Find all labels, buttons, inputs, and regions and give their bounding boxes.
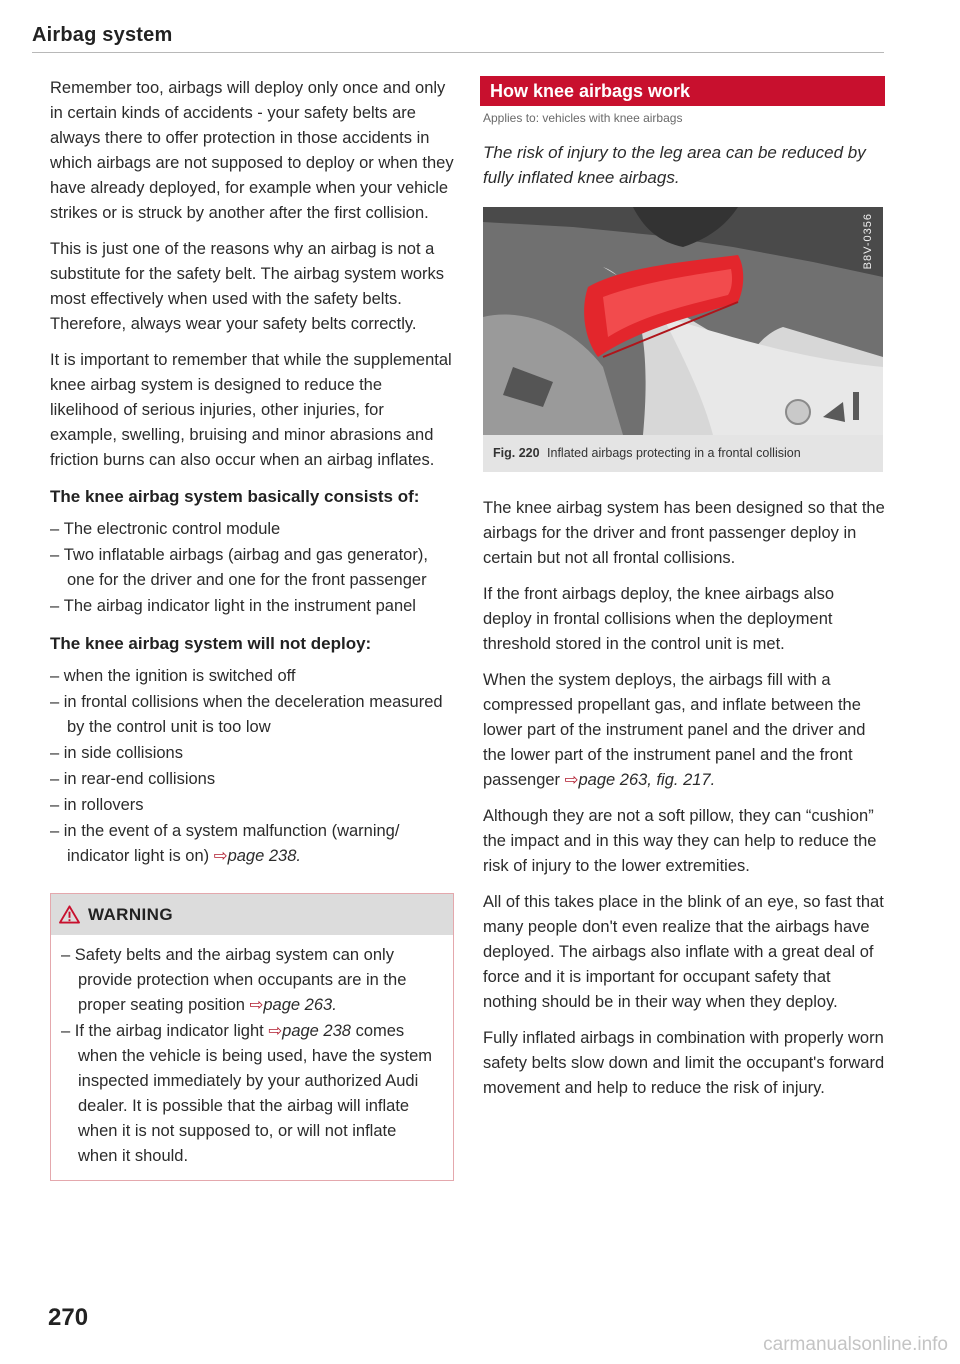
consists-heading: The knee airbag system basically consists of: [50,487,420,506]
warning-box [50,893,454,1181]
left-column [50,76,454,1181]
list-item: – The electronic control module [50,517,454,542]
list-item [61,943,439,1018]
page-reference-link[interactable]: page 263, fig. 217. [578,771,716,789]
page-reference-arrow-icon: ⇨ [213,847,228,865]
left-paragraph-3: It is important to remember that while the supplemental knee airbag system is designed to reduce the likelihood of serious injuries, other injuries, for example, swelling, bruising and minor abrasions and friction burns can also occur when an airbag inflates. [50,351,452,469]
list-item: – in frontal collisions when the deceleration measured by the control unit is too low [50,690,454,740]
figure-image [483,207,883,435]
page-reference-link[interactable]: page 263. [263,996,337,1014]
page-reference-link[interactable]: page 238 [282,1022,351,1040]
list-item [61,1019,439,1169]
list-item: – in rollovers [50,793,454,818]
page-reference-arrow-icon: ⇨ [249,996,264,1014]
warning-label: WARNING [88,905,173,924]
warning-body [51,935,453,1180]
knee-airbag-illustration [483,207,883,435]
right-paragraph-3-text: When the system deploys, the airbags fill with a compressed propellant gas, and inflate between the lower part of the instrument panel and the driver and the lower part of the instrument panel and the front passenger [483,671,866,789]
right-column [483,76,885,1112]
section-title: How knee airbags work [480,76,885,106]
left-paragraph-1: Remember too, airbags will deploy only once and only in certain kinds of accidents - your safety belts are always there to offer protection in those accidents in which airbags are not supposed to deploy or when they have already deployed, for example when your vehicle strikes or is struck by another after the first collision. [50,79,454,222]
list-item [50,819,454,869]
right-paragraph-3 [483,668,885,793]
applies-to-note: Applies to: vehicles with knee airbags [483,111,683,125]
right-paragraph-1: The knee airbag system has been designed so that the airbags for the driver and front passenger deploy in certain but not all frontal collisions. [483,499,885,567]
list-item-text: in the event of a system malfunction (warning/ indicator light is on) [63,822,400,865]
consists-list [50,517,454,619]
watermark: carmanualsonline.info [763,1334,948,1355]
right-paragraph-5: All of this takes place in the blink of an eye, so fast that many people don't even realize that the airbags have deployed. The airbags also inflate with a great deal of force and it is important for occupant safety that nothing should be in their way when they deploy. [483,893,884,1011]
list-item: – when the ignition is switched off [50,664,454,689]
warning-item-text: Safety belts and the airbag system can only provide protection when occupants are in the proper seating position [74,946,407,1014]
right-paragraph-2: If the front airbags deploy, the knee airbags also deploy in frontal collisions when the deployment threshold stored in the control unit is met. [483,585,834,653]
page-reference-link[interactable]: page 238. [227,847,301,865]
figure-caption [483,435,883,472]
figure-id: B8V-0356 [862,213,874,270]
list-item: – in rear-end collisions [50,767,454,792]
section-intro: The risk of injury to the leg area can be reduced by fully inflated knee airbags. [483,143,866,187]
list-item: – Two inflatable airbags (airbag and gas generator), one for the driver and one for the front passenger [50,543,454,593]
page-header-title: Airbag system [32,24,173,46]
right-paragraph-4: Although they are not a soft pillow, they can “cushion” the impact and in this way they can help to reduce the risk of injury to the lower extremities. [483,807,877,875]
page-number: 270 [48,1304,89,1331]
page-reference-arrow-icon: ⇨ [268,1022,283,1040]
figure-caption-text: Inflated airbags protecting in a frontal collision [547,446,801,460]
right-paragraph-6: Fully inflated airbags in combination with properly worn safety belts slow down and limit the occupant's forward movement and help to reduce the risk of injury. [483,1029,885,1097]
warning-item-text: comes when the vehicle is being used, have the system inspected immediately by your authorized Audi dealer. It is possible that the airbag will inflate when it is not supposed to, or will not inflate when it should. [78,1022,433,1165]
warning-header [51,894,453,935]
warning-list [61,943,439,1169]
warning-item-text: If the airbag indicator light [74,1022,264,1040]
not-deploy-heading: The knee airbag system will not deploy: [50,634,372,653]
figure-caption-label: Fig. 220 [493,446,540,460]
header-divider [32,52,884,53]
not-deploy-list [50,664,454,869]
warning-triangle-icon [59,905,80,924]
page-reference-arrow-icon: ⇨ [564,771,579,789]
list-item: – The airbag indicator light in the instrument panel [50,594,454,619]
list-item: – in side collisions [50,741,454,766]
left-paragraph-2: This is just one of the reasons why an airbag is not a substitute for the safety belt. The airbag system works most effectively when used with the safety belts. Therefore, always wear your safety belts correctly. [50,240,445,333]
